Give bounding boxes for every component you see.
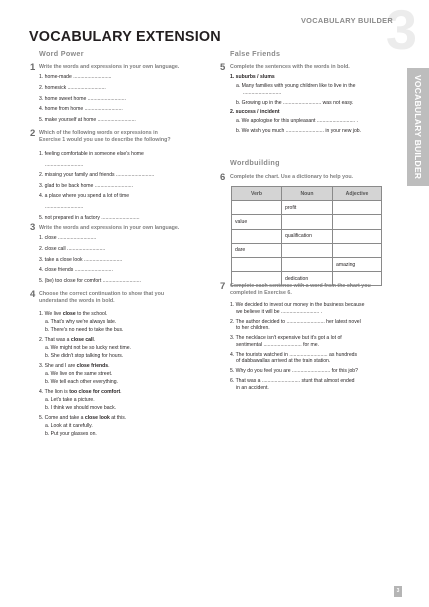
q4-question	[39, 363, 131, 370]
q7-line: 1. We decided to invest our money in the business because	[230, 302, 365, 308]
q1-number: 1	[30, 62, 36, 73]
q1-item: 4. home from home ...........................	[39, 106, 123, 113]
q5-group-heading: 2. success / incident	[230, 109, 280, 116]
q6-instruction: Complete the chart. Use a dictionary to help you.	[230, 174, 354, 180]
q3-instruction: Write the words and expressions in your own language.	[39, 225, 180, 231]
false-friends-heading: False Friends	[230, 49, 281, 58]
q7-number: 7	[220, 281, 226, 292]
q4-option-b: b. She didn't stop talking for hours.	[45, 353, 124, 360]
q7-instruction-line: completed in Exercise 6.	[230, 290, 292, 297]
unit-number: 3	[385, 0, 417, 61]
q3-number: 3	[30, 222, 36, 233]
q4-list	[39, 311, 131, 438]
q1-item: 5. make yourself at home ...........................	[39, 117, 136, 124]
q4-text: 4. The lion is	[39, 388, 70, 395]
chart-cell[interactable]: value	[232, 215, 282, 229]
side-tab	[407, 68, 429, 186]
q7-instruction-line: Complete each sentence with a word from the chart you	[230, 283, 371, 289]
q7-item	[230, 319, 364, 332]
q4-text: at this.	[109, 414, 127, 421]
chart-header-row	[232, 187, 382, 201]
q4-item	[39, 415, 131, 438]
chart-cell[interactable]	[282, 215, 333, 229]
q4-instruction-line: Choose the correct continuation to show that you	[39, 291, 165, 297]
q4-option-a: a. Let's take a picture.	[45, 397, 95, 403]
q1-list	[39, 74, 136, 124]
q3-item: 1. close ...........................	[39, 235, 97, 241]
q2-list	[39, 151, 154, 221]
q3-item: 2. close call ...........................	[39, 245, 106, 252]
q7-line: sentimental ........................... for me.	[236, 341, 319, 348]
q4-option-b: b. I think we should move back.	[45, 405, 117, 412]
q7-line: of dabbawallas arrived at the train station.	[236, 358, 331, 365]
q5-sentence: a. Many families with young children like to live in the	[236, 82, 356, 89]
chart-cell[interactable]	[333, 229, 382, 243]
chart-cell[interactable]	[333, 243, 382, 257]
q4-item	[39, 389, 131, 412]
q7-instruction	[230, 283, 371, 297]
q5-sentence: a. We apologise for this unpleasant ........................... .	[236, 117, 358, 124]
q4-bold-term: close call	[70, 336, 94, 343]
q4-item	[39, 363, 131, 386]
q4-bold-term: close friends	[76, 362, 109, 369]
q2-item: ...........................	[45, 161, 84, 168]
q2-item: ...........................	[45, 203, 84, 210]
q4-text: 1. We live	[39, 311, 63, 317]
q2-item: 2. missing your family and friends ...........................	[39, 172, 155, 179]
q2-item: 3. glad to be back home ...........................	[39, 182, 133, 189]
q4-instruction-line: understand the words in bold.	[39, 298, 115, 305]
wordbuilding-heading: Wordbuilding	[230, 158, 280, 167]
q7-list	[230, 302, 364, 391]
q7-line: 4. The tourists watched in ........................... as hundreds	[230, 351, 358, 358]
q4-question	[39, 337, 131, 344]
page-number: 3	[394, 586, 402, 597]
q4-option-b: b. There's no need to take the bus.	[45, 327, 124, 334]
q1-item: 2. homesick ...........................	[39, 84, 106, 91]
page-title: VOCABULARY EXTENSION	[29, 29, 221, 45]
q5-sentence: b. We wish you much ........................... in your new job.	[236, 127, 362, 134]
chart-cell[interactable]: amazing	[333, 257, 382, 271]
q2-instruction-line: Which of the following words or expressions in	[39, 130, 158, 136]
q2-item: 4. a place where you spend a lot of time	[39, 193, 130, 200]
chart-cell[interactable]	[232, 257, 282, 271]
q7-line: 6. That was a ........................... stunt that almost ended	[230, 378, 355, 385]
word-chart	[231, 186, 382, 286]
q3-item: 3. take a close look ...........................	[39, 256, 123, 263]
q7-item	[230, 302, 364, 315]
chart-row	[232, 257, 382, 271]
q6-number: 6	[220, 172, 226, 183]
q7-item	[230, 352, 364, 365]
q2-item: 1. feeling comfortable in someone else's home	[39, 151, 144, 157]
q4-item	[39, 311, 131, 334]
q7-line: to her children.	[236, 325, 270, 332]
q3-list	[39, 235, 141, 285]
q7-line: 5. Why do you feel you are ........................... for this job?	[230, 368, 358, 375]
chart-row	[232, 243, 382, 257]
chart-header: Verb	[232, 187, 282, 201]
chart-cell[interactable]	[282, 243, 333, 257]
q4-text: 2. That was a	[39, 336, 71, 343]
word-power-heading: Word Power	[39, 49, 84, 58]
q7-line: 2. The author decided to ........................... her latest novel	[230, 318, 361, 325]
side-tab-label: VOCABULARY BUILDER	[413, 74, 423, 180]
q5-instruction: Complete the sentences with the words in bold.	[230, 64, 350, 70]
q5-number: 5	[220, 62, 226, 73]
q4-bold-term: too close for comfort	[69, 388, 121, 395]
q1-item: 1. home-made ...........................	[39, 74, 112, 80]
chart-cell[interactable]: qualification	[282, 229, 333, 243]
chart-cell[interactable]	[282, 257, 333, 271]
chart-cell[interactable]	[333, 201, 382, 215]
q4-text: .	[108, 362, 110, 369]
chart-header: Adjective	[333, 187, 382, 201]
q4-text: 3. She and I are	[39, 362, 77, 369]
q4-text: to the school.	[75, 311, 108, 317]
q2-item: 5. not prepared in a factory ...........................	[39, 214, 140, 221]
chart-row	[232, 229, 382, 243]
q4-question	[39, 415, 131, 422]
q4-question	[39, 311, 131, 318]
chart-cell[interactable]	[232, 229, 282, 243]
chart-cell[interactable]	[333, 215, 382, 229]
q4-item	[39, 337, 131, 360]
q2-instruction	[39, 130, 171, 144]
q4-option-a: a. We might not be so lucky next time.	[45, 345, 131, 352]
chart-header: Noun	[282, 187, 333, 201]
chart-row	[232, 201, 382, 215]
q7-line: in an accident.	[236, 384, 269, 391]
chart-cell[interactable]: profit	[282, 201, 333, 215]
q3-item: 5. (be) too close for comfort ...........................	[39, 278, 141, 285]
chart-cell[interactable]	[232, 201, 282, 215]
chart-row	[232, 215, 382, 229]
q4-text: .	[93, 336, 96, 343]
q5-list	[230, 74, 361, 134]
q4-text: .	[120, 388, 122, 395]
q4-instruction	[39, 291, 164, 305]
q2-number: 2	[30, 128, 36, 139]
q7-item	[230, 378, 364, 391]
q4-option-a: a. Look at it carefully.	[45, 422, 93, 429]
q4-text: 5. Come and take a	[39, 414, 85, 421]
q5-sentence: b. Growing up in the ........................... was not easy.	[236, 99, 354, 106]
q4-option-b: b. Put your glasses on.	[45, 431, 97, 438]
q5-sentence: ...........................	[243, 90, 282, 97]
chart-cell[interactable]: dedication	[282, 272, 333, 286]
q7-line: 3. The necklace isn't expensive but it's got a lot of	[230, 335, 342, 342]
q1-instruction: Write the words and expressions in your own language.	[39, 64, 180, 70]
q2-instruction-line: Exercise 1 would you use to describe the following?	[39, 137, 171, 144]
q4-bold-term: close	[62, 311, 76, 317]
q4-bold-term: close look	[84, 414, 110, 421]
q5-group-heading: 1. suburbs / slums	[230, 74, 275, 80]
q4-number: 4	[30, 289, 36, 300]
chart-cell[interactable]: dare	[232, 243, 282, 257]
q3-item: 4. close friends ...........................	[39, 267, 113, 274]
section-label: VOCABULARY BUILDER	[300, 16, 393, 25]
q1-item: 3. home sweet home ...........................	[39, 95, 126, 102]
q4-option-a: a. We live on the same street.	[45, 371, 113, 378]
q7-item	[230, 368, 364, 375]
q4-option-b: b. We tell each other everything.	[45, 379, 118, 386]
q4-option-a: a. That's why we're always late.	[45, 319, 117, 326]
q4-question	[39, 389, 131, 396]
q7-item	[230, 335, 364, 348]
q7-line: we believe it will be ........................... .	[236, 308, 323, 315]
